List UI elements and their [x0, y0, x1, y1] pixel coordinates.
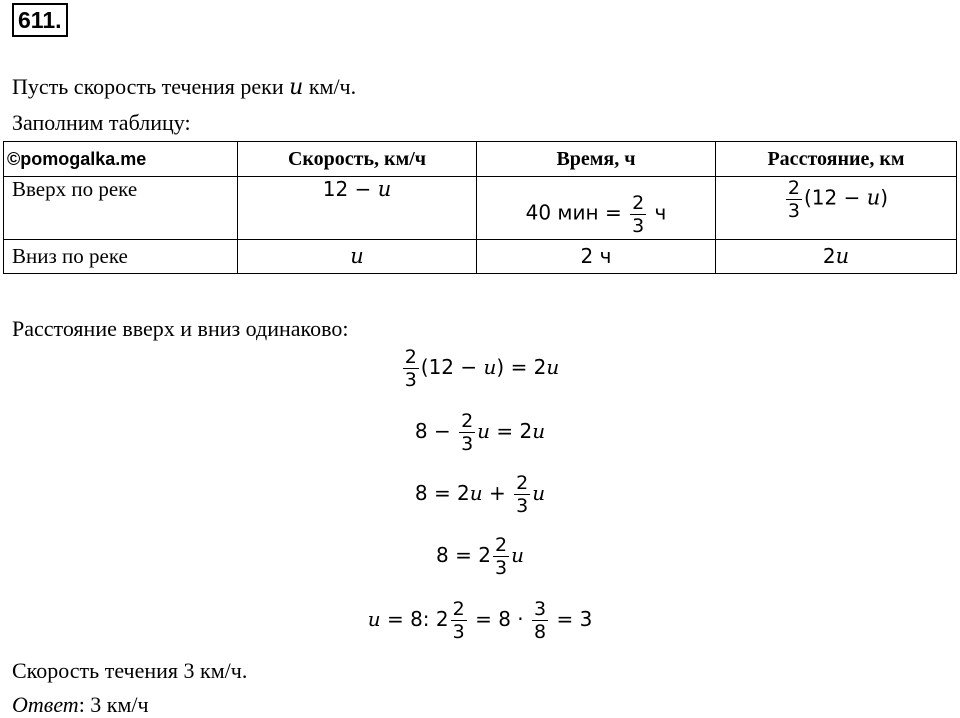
fraction: [451, 598, 467, 643]
eq-part: (12 −: [420, 355, 484, 379]
fraction-denominator: 3: [632, 215, 645, 237]
row-label-downstream: Вниз по реке: [4, 240, 238, 274]
fraction-numerator: 2: [404, 346, 417, 368]
fraction-denominator: 3: [516, 495, 529, 517]
answer-line: [12, 692, 149, 718]
fraction-denominator: 3: [461, 433, 474, 455]
problem-number: 611.: [12, 3, 68, 37]
fraction: [403, 346, 419, 391]
intro-text: Пусть скорость течения реки: [12, 74, 290, 99]
distance-paren: ): [880, 185, 889, 210]
variable-u: u: [289, 75, 304, 100]
fraction-numerator: 2: [461, 410, 474, 432]
variable-u: u: [546, 355, 560, 379]
motion-table: [3, 141, 957, 274]
fraction-denominator: 8: [534, 621, 547, 643]
variable-u: u: [835, 244, 850, 268]
fraction-numerator: 2: [452, 598, 465, 620]
distance-expr: (12 −: [804, 185, 867, 210]
variable-u: u: [532, 481, 546, 505]
cell-distance-downstream: [716, 240, 957, 274]
fraction-numerator: 2: [494, 534, 508, 556]
eq-part: 8 −: [414, 419, 458, 443]
eq-part: = 8: 2: [380, 607, 449, 631]
eq-part: +: [482, 481, 513, 505]
header-distance: Расстояние, км: [716, 142, 957, 177]
eq-part: = 3: [550, 607, 593, 631]
equation-4: [0, 534, 960, 579]
fraction-numerator: 2: [787, 177, 800, 199]
eq-part: = 2: [490, 419, 533, 443]
fraction-denominator: 3: [452, 621, 465, 643]
eq-part: 8 = 2: [414, 481, 470, 505]
variable-u: u: [377, 177, 392, 201]
time-unit: ч: [648, 200, 667, 225]
fraction-denominator: 3: [404, 369, 417, 391]
solution-lead: Расстояние вверх и вниз одинаково:: [12, 316, 349, 341]
cell-speed-upstream: [238, 177, 477, 240]
intro-line-1: [12, 74, 356, 100]
variable-u: u: [367, 607, 381, 631]
fraction: [630, 192, 646, 237]
equation-5: [0, 598, 960, 643]
fraction-denominator: 3: [494, 557, 508, 579]
time-expr: 40 мин =: [525, 200, 629, 225]
fraction: [459, 410, 475, 455]
equation-1: [0, 346, 960, 391]
cell-time-upstream: [477, 177, 716, 240]
distance-coef: 2: [822, 244, 836, 268]
equation-3: [0, 472, 960, 517]
row-label-upstream: Вверх по реке: [4, 177, 238, 240]
header-speed: Скорость, км/ч: [238, 142, 477, 177]
variable-u: u: [350, 244, 364, 268]
variable-u: u: [866, 185, 881, 210]
eq-part: = 8 ·: [468, 607, 530, 631]
fraction: [493, 534, 509, 579]
fraction: [532, 598, 548, 643]
cell-time-downstream: [477, 240, 716, 274]
watermark: ©pomogalka.me: [4, 142, 238, 177]
answer-label: Ответ: [12, 692, 79, 717]
eq-part: 8 = 2: [436, 543, 491, 567]
fraction: [786, 177, 802, 222]
table-row: [4, 240, 957, 274]
cell-distance-upstream: [716, 177, 957, 240]
fraction-numerator: 3: [534, 598, 547, 620]
cell-speed-downstream: [238, 240, 477, 274]
table-header-row: [4, 142, 957, 177]
fraction-numerator: 2: [632, 192, 645, 214]
variable-u: u: [511, 543, 524, 567]
fraction: [514, 472, 530, 517]
variable-u: u: [483, 355, 497, 379]
intro-line-2: Заполним таблицу:: [12, 110, 191, 135]
answer-value: : 3 км/ч: [78, 692, 149, 717]
conclusion: Скорость течения 3 км/ч.: [12, 658, 248, 683]
header-time: Время, ч: [477, 142, 716, 177]
equation-2: [0, 410, 960, 455]
fraction-denominator: 3: [787, 200, 800, 222]
variable-u: u: [477, 419, 491, 443]
time-value: 2 ч: [580, 244, 612, 268]
fraction-numerator: 2: [516, 472, 529, 494]
intro-unit: км/ч.: [303, 74, 357, 99]
variable-u: u: [532, 419, 546, 443]
speed-expr: 12 −: [322, 177, 378, 201]
variable-u: u: [469, 481, 483, 505]
table-row: [4, 177, 957, 240]
eq-part: ) = 2: [496, 355, 547, 379]
